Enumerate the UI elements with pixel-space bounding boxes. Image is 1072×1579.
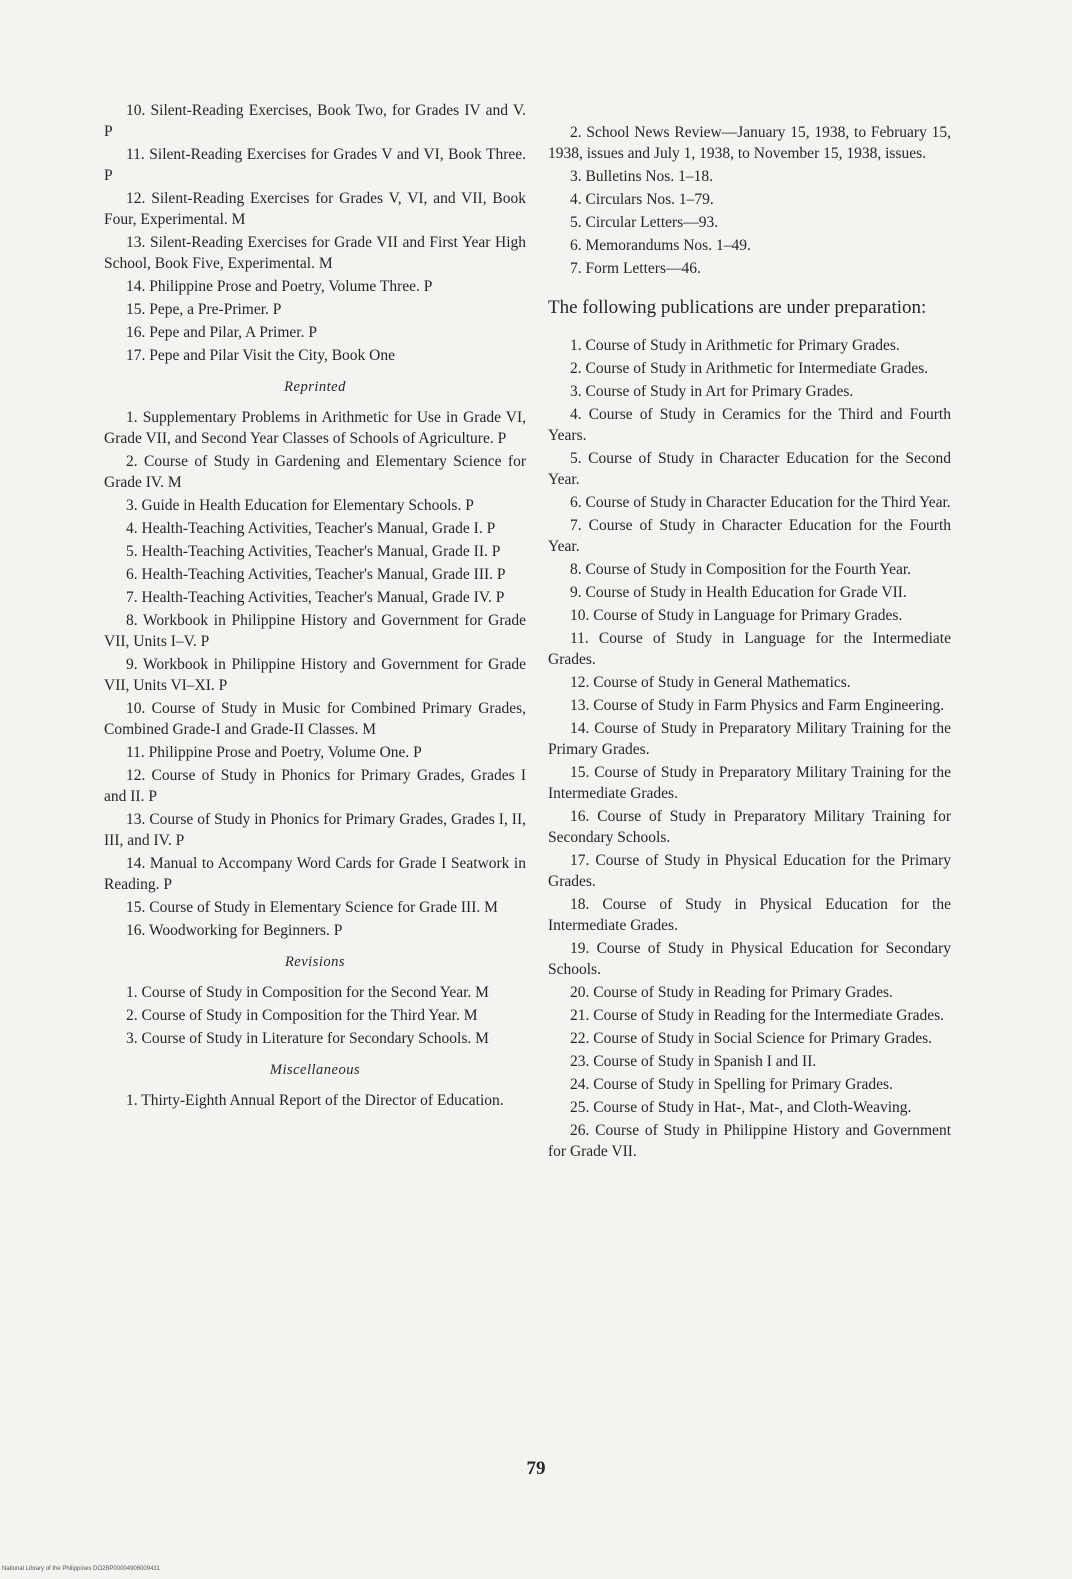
list-item: 4. Course of Study in Ceramics for the Third and Fourth Years. [548,406,951,444]
list-item: 13. Course of Study in Phonics for Primary Grades, Grades I, II, III, and IV. P [104,811,526,849]
list-item: 16. Course of Study in Preparatory Military Training for Secondary Schools. [548,808,951,846]
list-item: 11. Course of Study in Language for the Intermediate Grades. [548,630,951,668]
list-item: 12. Course of Study in Phonics for Primary Grades, Grades I and II. P [104,767,526,805]
list-item: 10. Course of Study in Language for Primary Grades. [570,607,903,624]
list-item: 3. Course of Study in Literature for Secondary Schools. M [126,1030,489,1047]
list-item: 9. Course of Study in Health Education for Grade VII. [570,584,907,601]
list-item: 17. Course of Study in Physical Education for the Primary Grades. [548,852,951,890]
footer-watermark: National Library of the Philippines DO2BP00004906009431 [2,1566,161,1572]
list-item: 5. Circular Letters—93. [570,214,719,231]
list-item: 17. Pepe and Pilar Visit the City, Book One [126,347,396,364]
list-item: 11. Silent-Reading Exercises for Grades V and VI, Book Three. P [104,146,526,184]
list-item: 15. Course of Study in Preparatory Military Training for the Intermediate Grades. [548,764,951,802]
list-item: 5. Health-Teaching Activities, Teacher's Manual, Grade II. P [126,543,501,560]
list-item: 20. Course of Study in Reading for Primary Grades. [570,984,893,1001]
list-item: 16. Pepe and Pilar, A Primer. P [126,324,317,341]
right-continued-list [548,122,951,279]
list-item: 13. Silent-Reading Exercises for Grade VII and First Year High School, Book Five, Experimental. M [104,234,526,272]
list-item: 6. Health-Teaching Activities, Teacher's Manual, Grade III. P [126,566,506,583]
revisions-heading: Revisions [284,954,346,970]
list-item: 10. Course of Study in Music for Combined Primary Grades, Combined Grade-I and Grade-II Classes. M [104,700,526,738]
list-item: 4. Circulars Nos. 1–79. [570,191,714,208]
list-item: 13. Course of Study in Farm Physics and Farm Engineering. [570,697,945,714]
list-item: 1. Course of Study in Composition for the Second Year. M [126,984,489,1001]
list-item: 14. Manual to Accompany Word Cards for Grade I Seatwork in Reading. P [104,855,526,893]
preparation-heading: The following publications are under preparation: [548,297,927,318]
list-item: 23. Course of Study in Spanish I and II. [570,1053,817,1070]
list-item: 22. Course of Study in Social Science for Primary Grades. [570,1030,933,1047]
list-item: 15. Course of Study in Elementary Science for Grade III. M [126,899,498,916]
list-item: 25. Course of Study in Hat-, Mat-, and Cloth-Weaving. [570,1099,912,1116]
list-item: 24. Course of Study in Spelling for Primary Grades. [570,1076,893,1093]
reprinted-list [104,407,526,941]
miscellaneous-heading: Miscellaneous [269,1062,361,1078]
list-item: 5. Course of Study in Character Education for the Second Year. [548,450,951,488]
list-item: 16. Woodworking for Beginners. P [126,922,343,939]
list-item: 15. Pepe, a Pre-Primer. P [126,301,282,318]
list-item: 2. Course of Study in Arithmetic for Intermediate Grades. [570,360,929,377]
list-item: 3. Course of Study in Art for Primary Grades. [570,383,854,400]
list-item: 1. Course of Study in Arithmetic for Primary Grades. [570,337,900,354]
list-item: 3. Bulletins Nos. 1–18. [570,168,713,185]
list-item: 12. Course of Study in General Mathematics. [570,674,851,691]
list-item: 9. Workbook in Philippine History and Government for Grade VII, Units VI–XI. P [104,656,526,694]
list-item: 14. Philippine Prose and Poetry, Volume Three. P [126,278,433,295]
list-item: 8. Course of Study in Composition for the Fourth Year. [570,561,912,578]
list-item: 21. Course of Study in Reading for the Intermediate Grades. [570,1007,945,1024]
list-item: 19. Course of Study in Physical Education for Secondary Schools. [548,940,951,978]
list-item: 7. Course of Study in Character Education for the Fourth Year. [548,517,951,555]
list-item: 10. Silent-Reading Exercises, Book Two, for Grades IV and V. P [104,102,526,140]
list-item: 1. Supplementary Problems in Arithmetic for Use in Grade VI, Grade VII, and Second Year Classes of Schools of Agriculture. P [104,409,526,447]
left-continued-list [104,100,526,366]
list-item: 6. Memorandums Nos. 1–49. [570,237,751,254]
list-item: 4. Health-Teaching Activities, Teacher's Manual, Grade I. P [126,520,496,537]
list-item: 14. Course of Study in Preparatory Military Training for the Primary Grades. [548,720,951,758]
reprinted-heading: Reprinted [284,379,346,395]
right-column [548,122,951,1164]
miscellaneous-list [104,1090,526,1111]
list-item: 2. School News Review—January 15, 1938, to February 15, 1938, issues and July 1, 1938, to November 15, 1938, issues. [548,124,951,162]
list-item: 6. Course of Study in Character Education for the Third Year. [570,494,951,511]
list-item: 2. Course of Study in Gardening and Elementary Science for Grade IV. M [104,453,526,491]
list-item: 12. Silent-Reading Exercises for Grades V, VI, and VII, Book Four, Experimental. M [104,190,526,228]
left-column [104,100,526,1113]
list-item: 1. Thirty-Eighth Annual Report of the Director of Education. [126,1092,504,1109]
preparation-list [548,335,951,1162]
list-item: 26. Course of Study in Philippine History and Government for Grade VII. [548,1122,951,1160]
list-item: 7. Health-Teaching Activities, Teacher's Manual, Grade IV. P [126,589,505,606]
revisions-list [104,982,526,1049]
page-number: 79 [526,1458,546,1479]
list-item: 3. Guide in Health Education for Elementary Schools. P [126,497,474,514]
list-item: 7. Form Letters—46. [570,260,701,277]
list-item: 18. Course of Study in Physical Education for the Intermediate Grades. [548,896,951,934]
list-item: 11. Philippine Prose and Poetry, Volume One. P [126,744,422,761]
list-item: 2. Course of Study in Composition for the Third Year. M [126,1007,478,1024]
list-item: 8. Workbook in Philippine History and Government for Grade VII, Units I–V. P [104,612,526,650]
